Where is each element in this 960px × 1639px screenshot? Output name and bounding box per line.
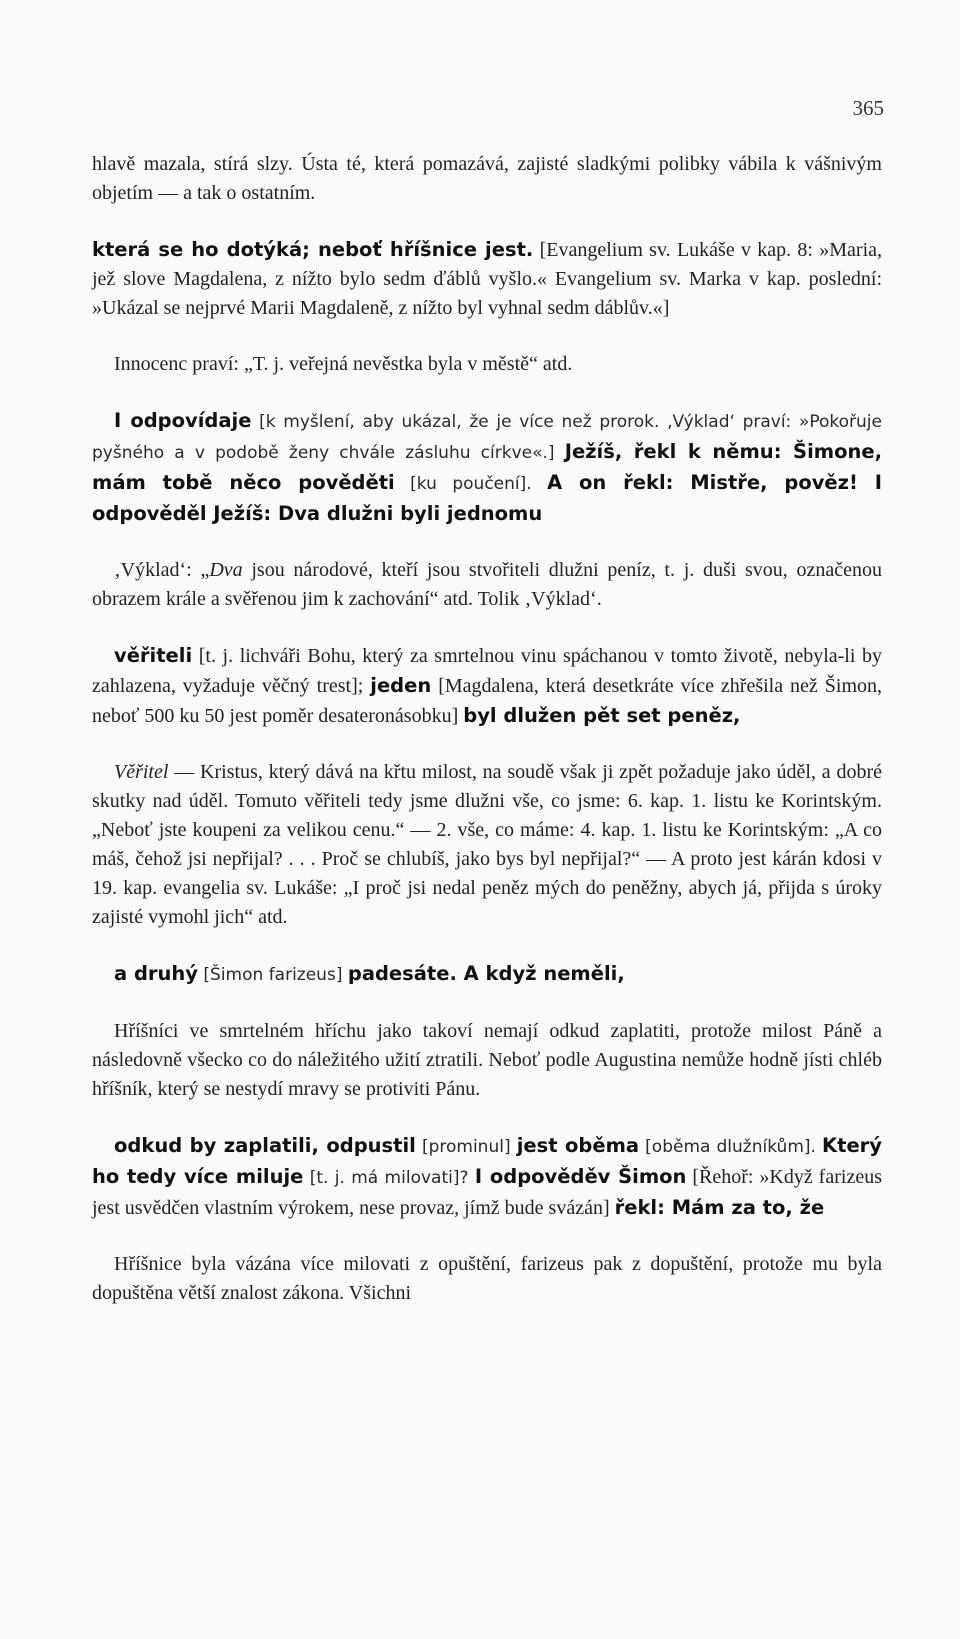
commentary-text: [k myšlení, aby ukázal, že je více než prorok. ‚Výklad‘ praví: »Pokořuje pyšného a v podobě ženy chvále zásluhu církve«.]	[92, 412, 882, 463]
paragraph-4	[92, 406, 882, 529]
plain-text: Innocenc praví: „T. j. veřejná nevěstka byla v městě“ atd.	[114, 353, 573, 375]
commentary-text: [Evangelium sv. Lukáše v kap. 8: »Maria, jež slove Magdalena, z nížto bylo sedm ďáblů vyšlo.« Evangelium sv. Marka v kap. poslední:	[92, 239, 882, 290]
paragraph-11	[92, 1250, 882, 1308]
commentary-text: [Magdalena, která desetkráte více zhřešila než Šimon, neboť 500 ku 50 jest poměr desateronásobku]	[92, 675, 883, 727]
paragraph-8	[92, 959, 882, 990]
paragraph-2	[92, 235, 882, 323]
paragraph-9	[92, 1017, 882, 1104]
commentary-text: [t. j. lichváři Bohu, který za smrtelnou vinu spáchanou v tomto životě, nebyla-li by zahlazena, vyžaduje věčný trest];	[92, 645, 882, 697]
plain-text: Hříšníci ve smrtelném hříchu jako takoví nemají odkud zaplatiti, protože milost Páně a následovně všecko co do náležitého užití ztratili. Neboť podle Augustina nemůže hodně jísti chléb hříšník, který se nestydí mravy se protiviti Pánu.	[92, 1020, 882, 1100]
plain-text: jsou národové, kteří jsou stvořiteli dlužni peníz, t. j. duši svou, označenou obrazem krále a svěřenou jim k zachování“ atd. Tolik ‚Výklad‘.	[92, 559, 882, 610]
plain-text: Hříšnice byla vázána více milovati z opuštění, farizeus pak z dopuštění, protože mu byla dopuštěna větší znalost zákona. Všichni	[92, 1253, 882, 1304]
paragraph-10	[92, 1131, 882, 1223]
paragraph-3	[92, 350, 882, 379]
gospel-text: která se ho dotýká; neboť hříšnice jest.	[92, 238, 534, 261]
paragraph-6	[92, 641, 882, 731]
plain-text: hlavě mazala, stírá slzy. Ústa té, která pomazává, zajisté sladkými polibky vábila k vášnivým objetím — a tak o ostatním.	[92, 153, 882, 204]
gospel-text: A on řekl: Mistře, pověz! I odpověděl Ježíš: Dva dlužni byli jednomu	[92, 471, 882, 525]
paragraph-7	[92, 758, 882, 932]
gospel-text: jeden	[370, 674, 432, 697]
italic-text: Věřitel	[114, 761, 169, 783]
gospel-text: Ježíš, řekl k němu: Šimone, mám tobě něco pověděti	[92, 440, 883, 494]
gospel-text: odkud by zaplatili, odpustil	[114, 1134, 416, 1157]
commentary-text: [oběma dlužníkům].	[639, 1137, 823, 1157]
commentary-text: [prominul]	[415, 1137, 517, 1157]
commentary-text: [Řehoř: »Když farizeus jest usvědčen vlastním výrokem, nese provaz, jímž bude svázán]	[92, 1166, 882, 1219]
gospel-text: I odpověděv Šimon	[474, 1165, 687, 1188]
gospel-text: byl dlužen pět set peněz,	[463, 704, 741, 727]
commentary-text: »Ukázal se nejprvé Marii Magdaleně, z nížto byl vyhnal sedm dáblův.«]	[92, 297, 670, 319]
paragraph-1	[92, 150, 882, 208]
gospel-text: I odpovídaje	[114, 409, 252, 432]
gospel-text: řekl: Mám za to, že	[614, 1196, 825, 1219]
gospel-text: a druhý	[114, 962, 198, 985]
commentary-text: [t. j. má milovati]?	[303, 1168, 475, 1188]
page-body	[92, 150, 882, 1308]
commentary-text: [ku poučení].	[394, 474, 548, 494]
gospel-text: Který ho tedy více miluje	[92, 1134, 883, 1188]
gospel-text: padesáte. A když neměli,	[347, 962, 625, 985]
plain-text: ‚Výklad‘: „	[114, 559, 210, 581]
paragraph-5	[92, 556, 882, 614]
gospel-text: jest oběma	[516, 1134, 640, 1157]
page-number: 365	[852, 96, 884, 120]
gospel-text: věřiteli	[114, 644, 193, 667]
commentary-text: [Šimon farizeus]	[198, 965, 348, 985]
italic-text: Dva	[209, 559, 243, 581]
plain-text: — Kristus, který dává na křtu milost, na soudě však ji zpět požaduje jako úděl, a dobré skutky nad úděl. Tomuto věřiteli tedy jsme dlužni vše, co jsme: 6. kap. 1. listu ke Korintským. „Neboť jste koupeni za velikou cenu.“ — 2. vše, co máme: 4. kap. 1. listu ke Korintským: „A co máš, čehož jsi nepřijal? . . . Proč se chlubíš, jako bys byl nepřijal?“ — A proto jest kárán kdosi v 19. kap. evangelia sv. Lukáše: „I proč jsi nedal peněz mých do peněžny, abych já, přijda s úroky zajisté vymohl jich“ atd.	[92, 761, 882, 928]
